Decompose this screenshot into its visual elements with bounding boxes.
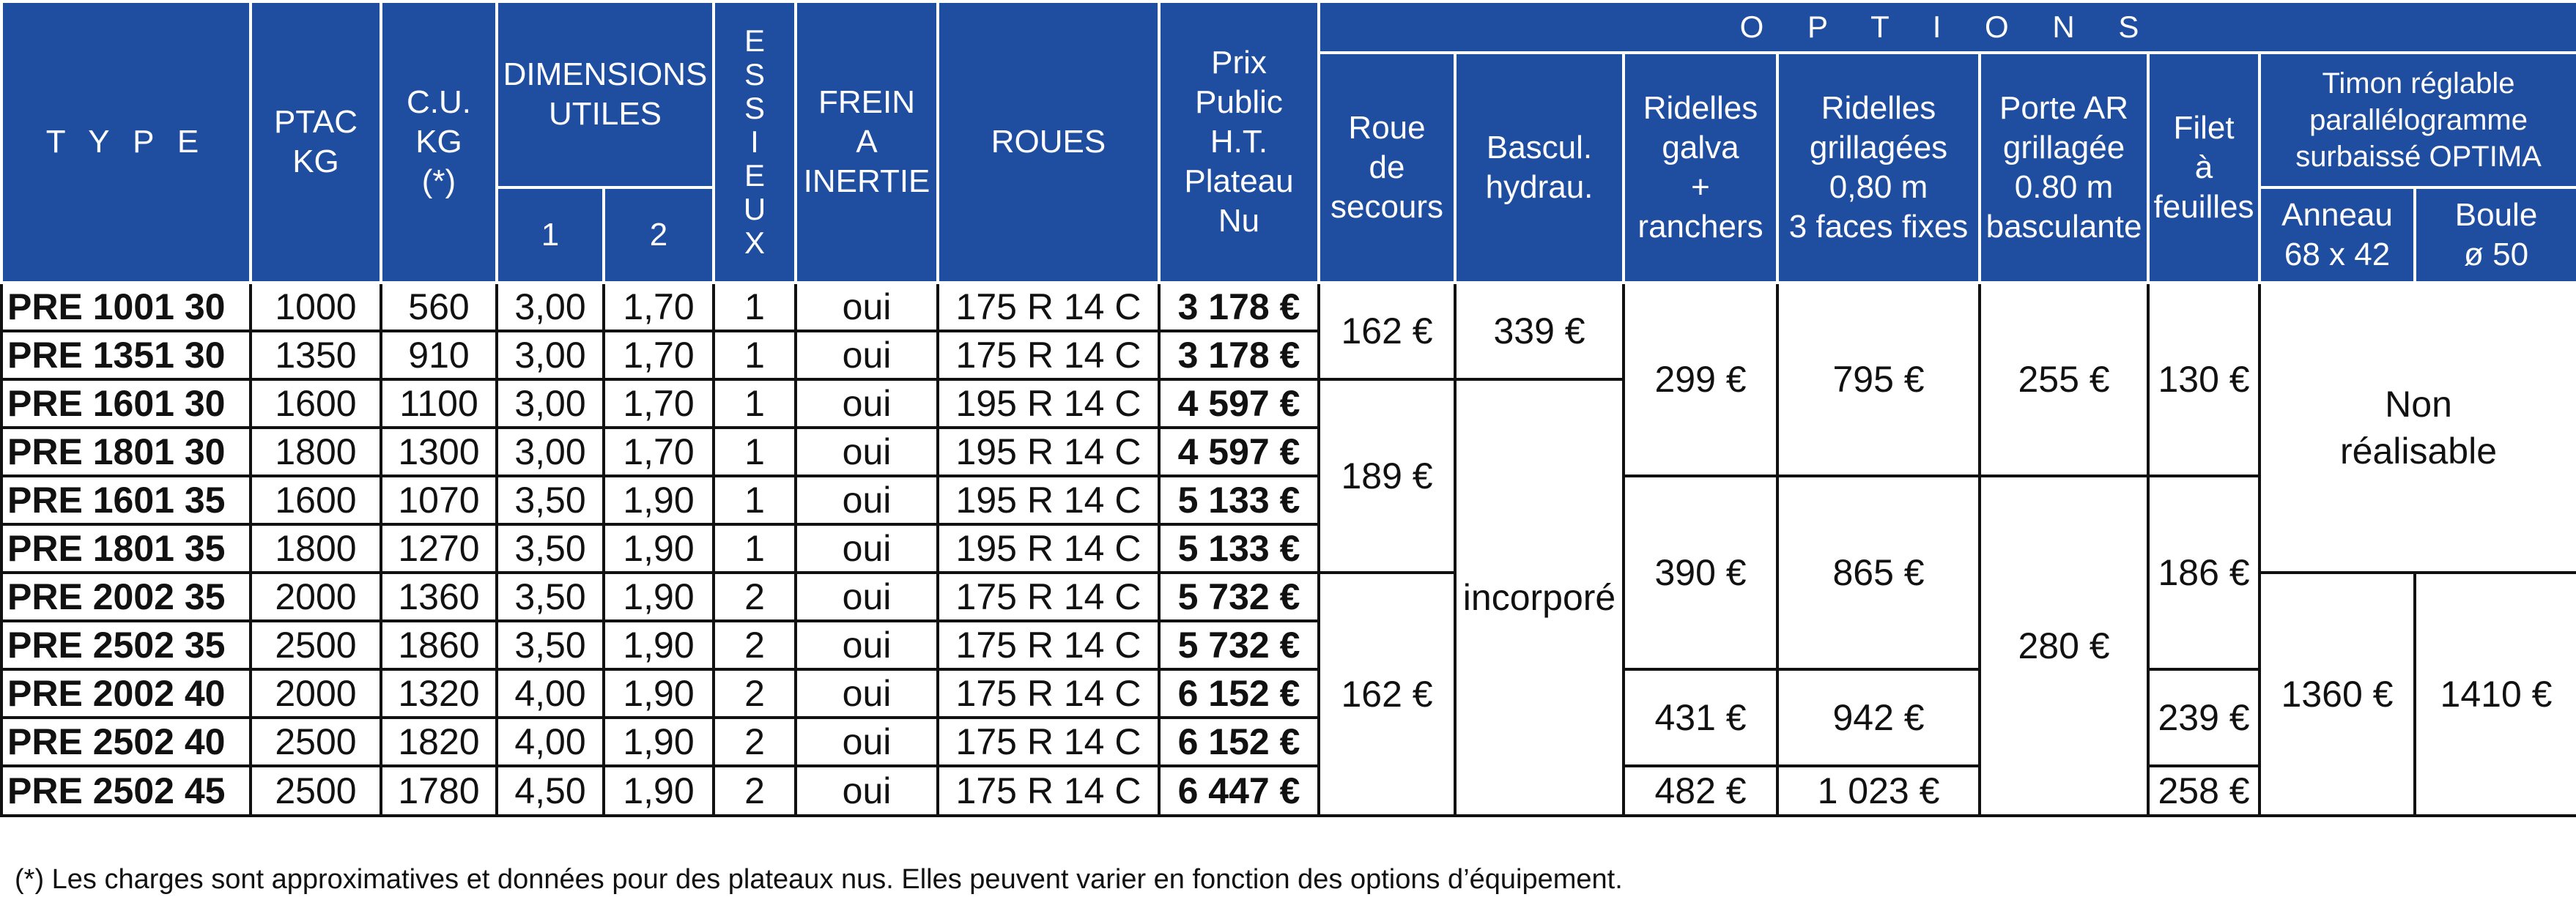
roues-cell: 175 R 14 C (938, 573, 1159, 621)
essieux-cell: 2 (714, 718, 796, 766)
ridelles-galva-cell: 299 € (1624, 283, 1777, 476)
dim2-cell: 1,90 (604, 766, 714, 816)
dim2-cell: 1,90 (604, 476, 714, 524)
ridelles-galva-cell: 390 € (1624, 476, 1777, 669)
essieux-cell: 1 (714, 331, 796, 379)
prix-cell: 6 152 € (1159, 718, 1319, 766)
filet-cell: 239 € (2148, 669, 2259, 766)
porte-ar-cell: 280 € (1980, 476, 2148, 816)
type-cell: PRE 1351 30 (1, 331, 251, 379)
header-ptac: PTAC KG (251, 1, 381, 283)
bascul-cell: 339 € (1455, 283, 1624, 379)
ridelles-galva-cell: 431 € (1624, 669, 1777, 766)
type-cell: PRE 1001 30 (1, 283, 251, 331)
dim1-cell: 3,00 (497, 428, 604, 476)
roues-cell: 175 R 14 C (938, 283, 1159, 331)
frein-cell: oui (796, 476, 938, 524)
header-type: T Y P E (1, 1, 251, 283)
table-row (1, 476, 2576, 524)
ptac-cell: 2500 (251, 766, 381, 816)
type-cell: PRE 1601 30 (1, 379, 251, 428)
prix-cell: 5 133 € (1159, 524, 1319, 573)
dim2-cell: 1,70 (604, 283, 714, 331)
ptac-cell: 1600 (251, 476, 381, 524)
header-roues: ROUES (938, 1, 1159, 283)
cu-cell: 1070 (381, 476, 497, 524)
dim1-cell: 3,50 (497, 524, 604, 573)
prix-cell: 3 178 € (1159, 283, 1319, 331)
header-ridelles-grillagees: Ridelles grillagées 0,80 m 3 faces fixes (1777, 53, 1980, 283)
ptac-cell: 2000 (251, 669, 381, 718)
header-ridelles-galva: Ridelles galva + ranchers (1624, 53, 1777, 283)
roues-cell: 195 R 14 C (938, 379, 1159, 428)
dim2-cell: 1,70 (604, 428, 714, 476)
roues-cell: 175 R 14 C (938, 331, 1159, 379)
header-filet: Filet à feuilles (2148, 53, 2259, 283)
dim2-cell: 1,90 (604, 573, 714, 621)
essieux-cell: 2 (714, 766, 796, 816)
header-prix: Prix Public H.T. Plateau Nu (1159, 1, 1319, 283)
ptac-cell: 2000 (251, 573, 381, 621)
type-cell: PRE 2502 40 (1, 718, 251, 766)
essieux-cell: 1 (714, 428, 796, 476)
essieux-cell: 1 (714, 524, 796, 573)
frein-cell: oui (796, 669, 938, 718)
prix-cell: 5 732 € (1159, 621, 1319, 669)
type-cell: PRE 2502 35 (1, 621, 251, 669)
frein-cell: oui (796, 379, 938, 428)
ridelles-grillagees-cell: 795 € (1777, 283, 1980, 476)
cu-cell: 1860 (381, 621, 497, 669)
essieux-cell: 2 (714, 621, 796, 669)
prix-cell: 5 133 € (1159, 476, 1319, 524)
cu-cell: 1360 (381, 573, 497, 621)
frein-cell: oui (796, 621, 938, 669)
dim1-cell: 3,00 (497, 331, 604, 379)
type-cell: PRE 1601 35 (1, 476, 251, 524)
ptac-cell: 1600 (251, 379, 381, 428)
ridelles-galva-cell: 482 € (1624, 766, 1777, 816)
ptac-cell: 1350 (251, 331, 381, 379)
prix-cell: 4 597 € (1159, 379, 1319, 428)
header-boule: Boule ø 50 (2415, 187, 2576, 283)
prix-cell: 6 152 € (1159, 669, 1319, 718)
frein-cell: oui (796, 331, 938, 379)
dim1-cell: 3,00 (497, 283, 604, 331)
dim1-cell: 3,50 (497, 476, 604, 524)
roue-secours-cell: 189 € (1319, 379, 1455, 573)
frein-cell: oui (796, 428, 938, 476)
frein-cell: oui (796, 718, 938, 766)
roues-cell: 195 R 14 C (938, 524, 1159, 573)
roues-cell: 175 R 14 C (938, 669, 1159, 718)
dim2-cell: 1,70 (604, 379, 714, 428)
cu-cell: 1320 (381, 669, 497, 718)
ridelles-grillagees-cell: 942 € (1777, 669, 1980, 766)
header-anneau: Anneau 68 x 42 (2259, 187, 2415, 283)
ridelles-grillagees-cell: 865 € (1777, 476, 1980, 669)
header-dimensions: DIMENSIONS UTILES (497, 1, 714, 187)
cu-cell: 910 (381, 331, 497, 379)
dim1-cell: 4,50 (497, 766, 604, 816)
dim1-cell: 3,00 (497, 379, 604, 428)
dim2-cell: 1,90 (604, 524, 714, 573)
essieux-cell: 2 (714, 669, 796, 718)
header-timon: Timon réglable parallélogramme surbaissé OPTIMA (2259, 53, 2576, 187)
cu-cell: 1820 (381, 718, 497, 766)
type-cell: PRE 1801 30 (1, 428, 251, 476)
header-cu: C.U. KG (*) (381, 1, 497, 283)
roues-cell: 175 R 14 C (938, 718, 1159, 766)
anneau-cell: 1360 € (2259, 573, 2415, 816)
dim2-cell: 1,70 (604, 331, 714, 379)
frein-cell: oui (796, 524, 938, 573)
table-row (1, 669, 2576, 718)
filet-cell: 258 € (2148, 766, 2259, 816)
dim2-cell: 1,90 (604, 621, 714, 669)
essieux-cell: 1 (714, 379, 796, 428)
timon-non-realisable-cell: Non réalisable (2259, 283, 2576, 573)
header-options: O P T I O N S (1319, 1, 2576, 53)
cu-cell: 1270 (381, 524, 497, 573)
table-row (1, 283, 2576, 331)
ridelles-grillagees-cell: 1 023 € (1777, 766, 1980, 816)
header-essieux: E S S I E U X (714, 1, 796, 283)
table-row (1, 766, 2576, 816)
roue-secours-cell: 162 € (1319, 573, 1455, 816)
header-bascul: Bascul. hydrau. (1455, 53, 1624, 283)
type-cell: PRE 2002 40 (1, 669, 251, 718)
cu-cell: 560 (381, 283, 497, 331)
essieux-cell: 1 (714, 283, 796, 331)
header-dim-1: 1 (497, 187, 604, 283)
essieux-cell: 2 (714, 573, 796, 621)
dim1-cell: 4,00 (497, 669, 604, 718)
dim1-cell: 3,50 (497, 573, 604, 621)
cu-cell: 1300 (381, 428, 497, 476)
dim1-cell: 3,50 (497, 621, 604, 669)
roues-cell: 195 R 14 C (938, 428, 1159, 476)
filet-cell: 130 € (2148, 283, 2259, 476)
cu-cell: 1100 (381, 379, 497, 428)
frein-cell: oui (796, 573, 938, 621)
header-porte-ar: Porte AR grillagée 0.80 m basculante (1980, 53, 2148, 283)
ptac-cell: 2500 (251, 718, 381, 766)
ptac-cell: 1800 (251, 428, 381, 476)
ptac-cell: 1000 (251, 283, 381, 331)
footnote: (*) Les charges sont approximatives et données pour des plateaux nus. Elles peuvent varier en fonction des options d’équipement. (15, 864, 1623, 895)
frein-cell: oui (796, 283, 938, 331)
essieux-cell: 1 (714, 476, 796, 524)
type-cell: PRE 2502 45 (1, 766, 251, 816)
porte-ar-cell: 255 € (1980, 283, 2148, 476)
cu-cell: 1780 (381, 766, 497, 816)
header-frein: FREIN A INERTIE (796, 1, 938, 283)
boule-cell: 1410 € (2415, 573, 2576, 816)
header-dim-2: 2 (604, 187, 714, 283)
prix-cell: 3 178 € (1159, 331, 1319, 379)
filet-cell: 186 € (2148, 476, 2259, 669)
dim2-cell: 1,90 (604, 718, 714, 766)
roues-cell: 195 R 14 C (938, 476, 1159, 524)
prix-cell: 6 447 € (1159, 766, 1319, 816)
type-cell: PRE 1801 35 (1, 524, 251, 573)
bascul-cell: incorporé (1455, 379, 1624, 816)
roue-secours-cell: 162 € (1319, 283, 1455, 379)
header-roue-secours: Roue de secours (1319, 53, 1455, 283)
type-cell: PRE 2002 35 (1, 573, 251, 621)
ptac-cell: 2500 (251, 621, 381, 669)
frein-cell: oui (796, 766, 938, 816)
ptac-cell: 1800 (251, 524, 381, 573)
roues-cell: 175 R 14 C (938, 766, 1159, 816)
roues-cell: 175 R 14 C (938, 621, 1159, 669)
prix-cell: 4 597 € (1159, 428, 1319, 476)
dim2-cell: 1,90 (604, 669, 714, 718)
prix-cell: 5 732 € (1159, 573, 1319, 621)
dim1-cell: 4,00 (497, 718, 604, 766)
